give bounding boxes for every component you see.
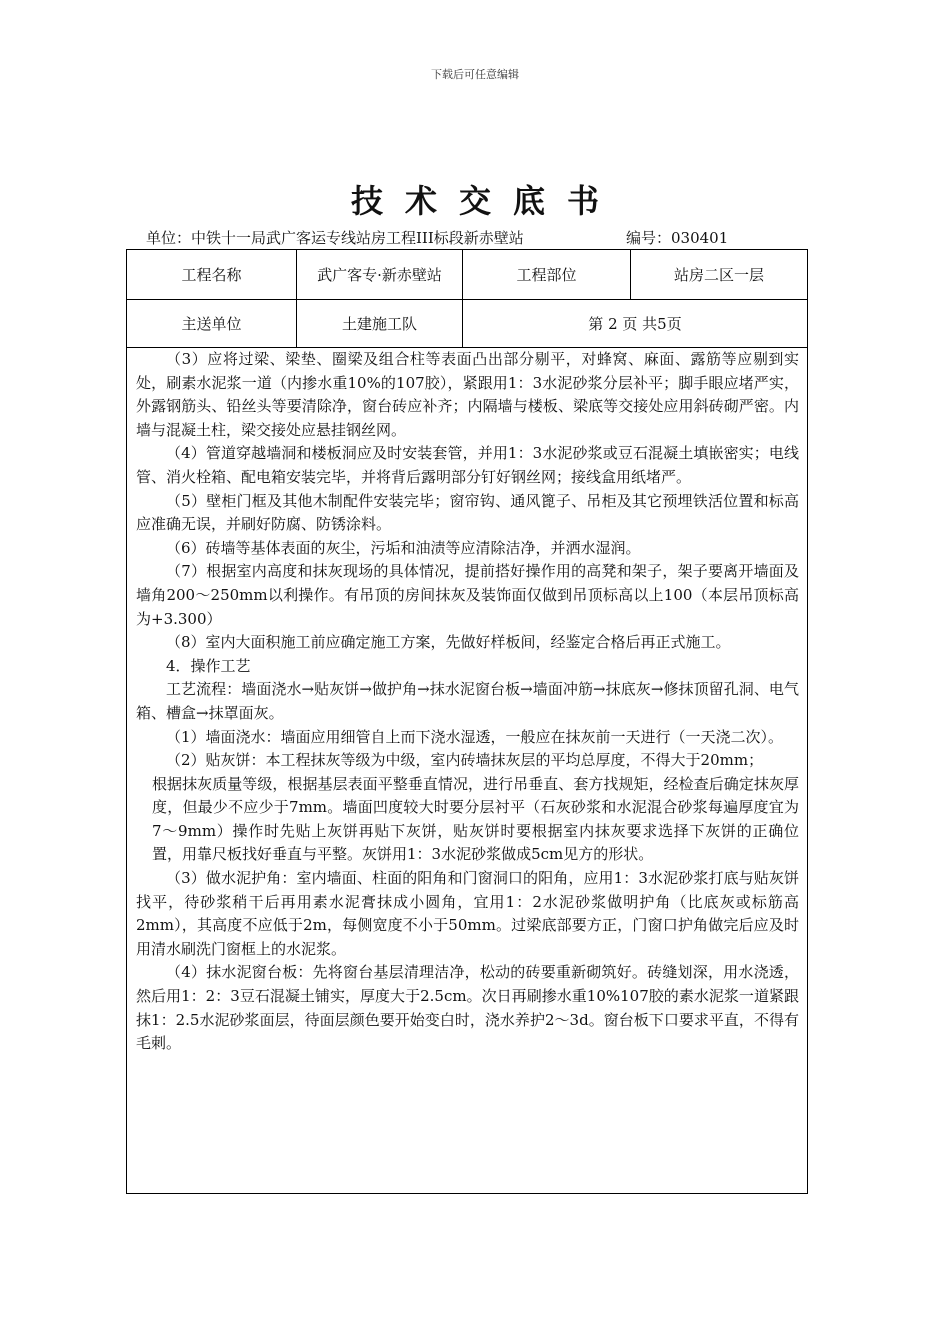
paragraph: （8）室内大面积施工前应确定施工方案，先做好样板间，经鉴定合格后再正式施工。	[166, 633, 731, 652]
section-heading: 4．操作工艺	[166, 656, 251, 675]
project-part-label: 工程部位	[463, 250, 631, 299]
paragraph: 根据抹灰质量等级，根据基层表面平整垂直情况，进行吊垂直、套方找规矩，经检查后确定抹灰厚度，但最少不应少于7mm。墙面凹度较大时要分层衬平（石灰砂浆和水泥混合砂浆每遍厚度宜为7～9mm）操作时先贴上灰饼再贴下灰饼，贴灰饼时要根据室内抹灰要求选择下灰饼的正确位置，用靠尺板找好垂直与平整。灰饼用1：3水泥砂浆做成5cm见方的形状。	[152, 774, 799, 864]
paragraph: （4）抹水泥窗台板：先将窗台基层清理洁净，松动的砖要重新砌筑好。砖缝划深，用水浇透，然后用1：2：3豆石混凝土铺实，厚度大于2.5cm。次日再刷掺水重10%107胶的素水泥浆一道紧跟抹1：2.5水泥砂浆面层，待面层颜色要开始变白时，浇水养护2～3d。窗台板下口要求平直，不得有毛刺。	[136, 963, 799, 1053]
paragraph: （5）壁柜门框及其他木制配件安装完毕；窗帘钩、通风篦子、吊柜及其它预埋铁活位置和标高应准确无误，并刷好防腐、防锈涂料。	[136, 491, 799, 534]
paragraph: （1）墙面浇水：墙面应用细管自上而下浇水湿透，一般应在抹灰前一天进行（一天浇二次）。	[166, 727, 784, 746]
table-row-unit	[127, 300, 807, 348]
document-number: 编号：030401	[626, 229, 729, 247]
main-unit-label: 主送单位	[127, 300, 297, 347]
project-name-label: 工程名称	[127, 250, 297, 299]
paragraph: （3）应将过梁、梁垫、圈梁及组合柱等表面凸出部分剔平，对蜂窝、麻面、露筋等应剔到实处，刷素水泥浆一道（内掺水重10%的107胶），紧跟用1：3水泥砂浆分层补平；脚手眼应堵严实，外露钢筋头、铅丝头等要清除净，窗台砖应补齐；内隔墙与楼板、梁底等交接处应用斜砖砌严密。内墙与混凝土柱，梁交接处应悬挂钢丝网。	[136, 350, 799, 439]
document-title: 技术交底书	[350, 182, 621, 220]
paragraph: （3）做水泥护角：室内墙面、柱面的阳角和门窗洞口的阳角，应用1：3水泥砂浆打底与贴灰饼找平，待砂浆稍干后再用素水泥膏抹成小圆角，宜用1：2水泥砂浆做明护角（比底灰或标筋高2mm），其高度不应低于2m，每侧宽度不小于50mm。过梁底部要方正，门窗口护角做完后应及时用清水刷洗门窗框上的水泥浆。	[136, 869, 799, 958]
paragraph: （7）根据室内高度和抹灰现场的具体情况，提前搭好操作用的高凳和架子，架子要离开墙面及墙角200～250mm以利操作。有吊顶的房间抹灰及装饰面仅做到吊顶标高以上100（本层吊顶标高为+3.300）	[136, 562, 799, 628]
page-header-note: 下载后可任意编辑	[431, 68, 519, 81]
paragraph: （2）贴灰饼：本工程抹灰等级为中级，室内砖墙抹灰层的平均总厚度，不得大于20mm；	[166, 751, 764, 770]
unit-line: 单位：中铁十一局武广客运专线站房工程III标段新赤壁站	[146, 229, 524, 247]
paragraph: 工艺流程：墙面浇水→贴灰饼→做护角→抹水泥窗台板→墙面冲筋→抹底灰→修抹顶留孔洞、电气箱、槽盒→抹罩面灰。	[136, 680, 799, 722]
paragraph: （6）砖墙等基体表面的灰尘，污垢和油渍等应清除洁净，并洒水湿润。	[166, 538, 641, 557]
disclosure-table	[126, 249, 808, 1194]
project-name-value: 武广客专·新赤壁站	[297, 250, 463, 299]
disclosure-content	[127, 348, 807, 1056]
paragraph: （4）管道穿越墙洞和楼板洞应及时安装套管，并用1：3水泥砂浆或豆石混凝土填嵌密实；电线管、消火栓箱、配电箱安装完毕，并将背后露明部分钉好钢丝网；接线盒用纸堵严。	[136, 444, 799, 486]
page-info: 第 2 页 共5页	[588, 314, 682, 333]
table-row-project	[127, 250, 807, 300]
main-unit-value: 土建施工队	[297, 300, 463, 347]
project-part-value: 站房二区一层	[673, 265, 764, 284]
